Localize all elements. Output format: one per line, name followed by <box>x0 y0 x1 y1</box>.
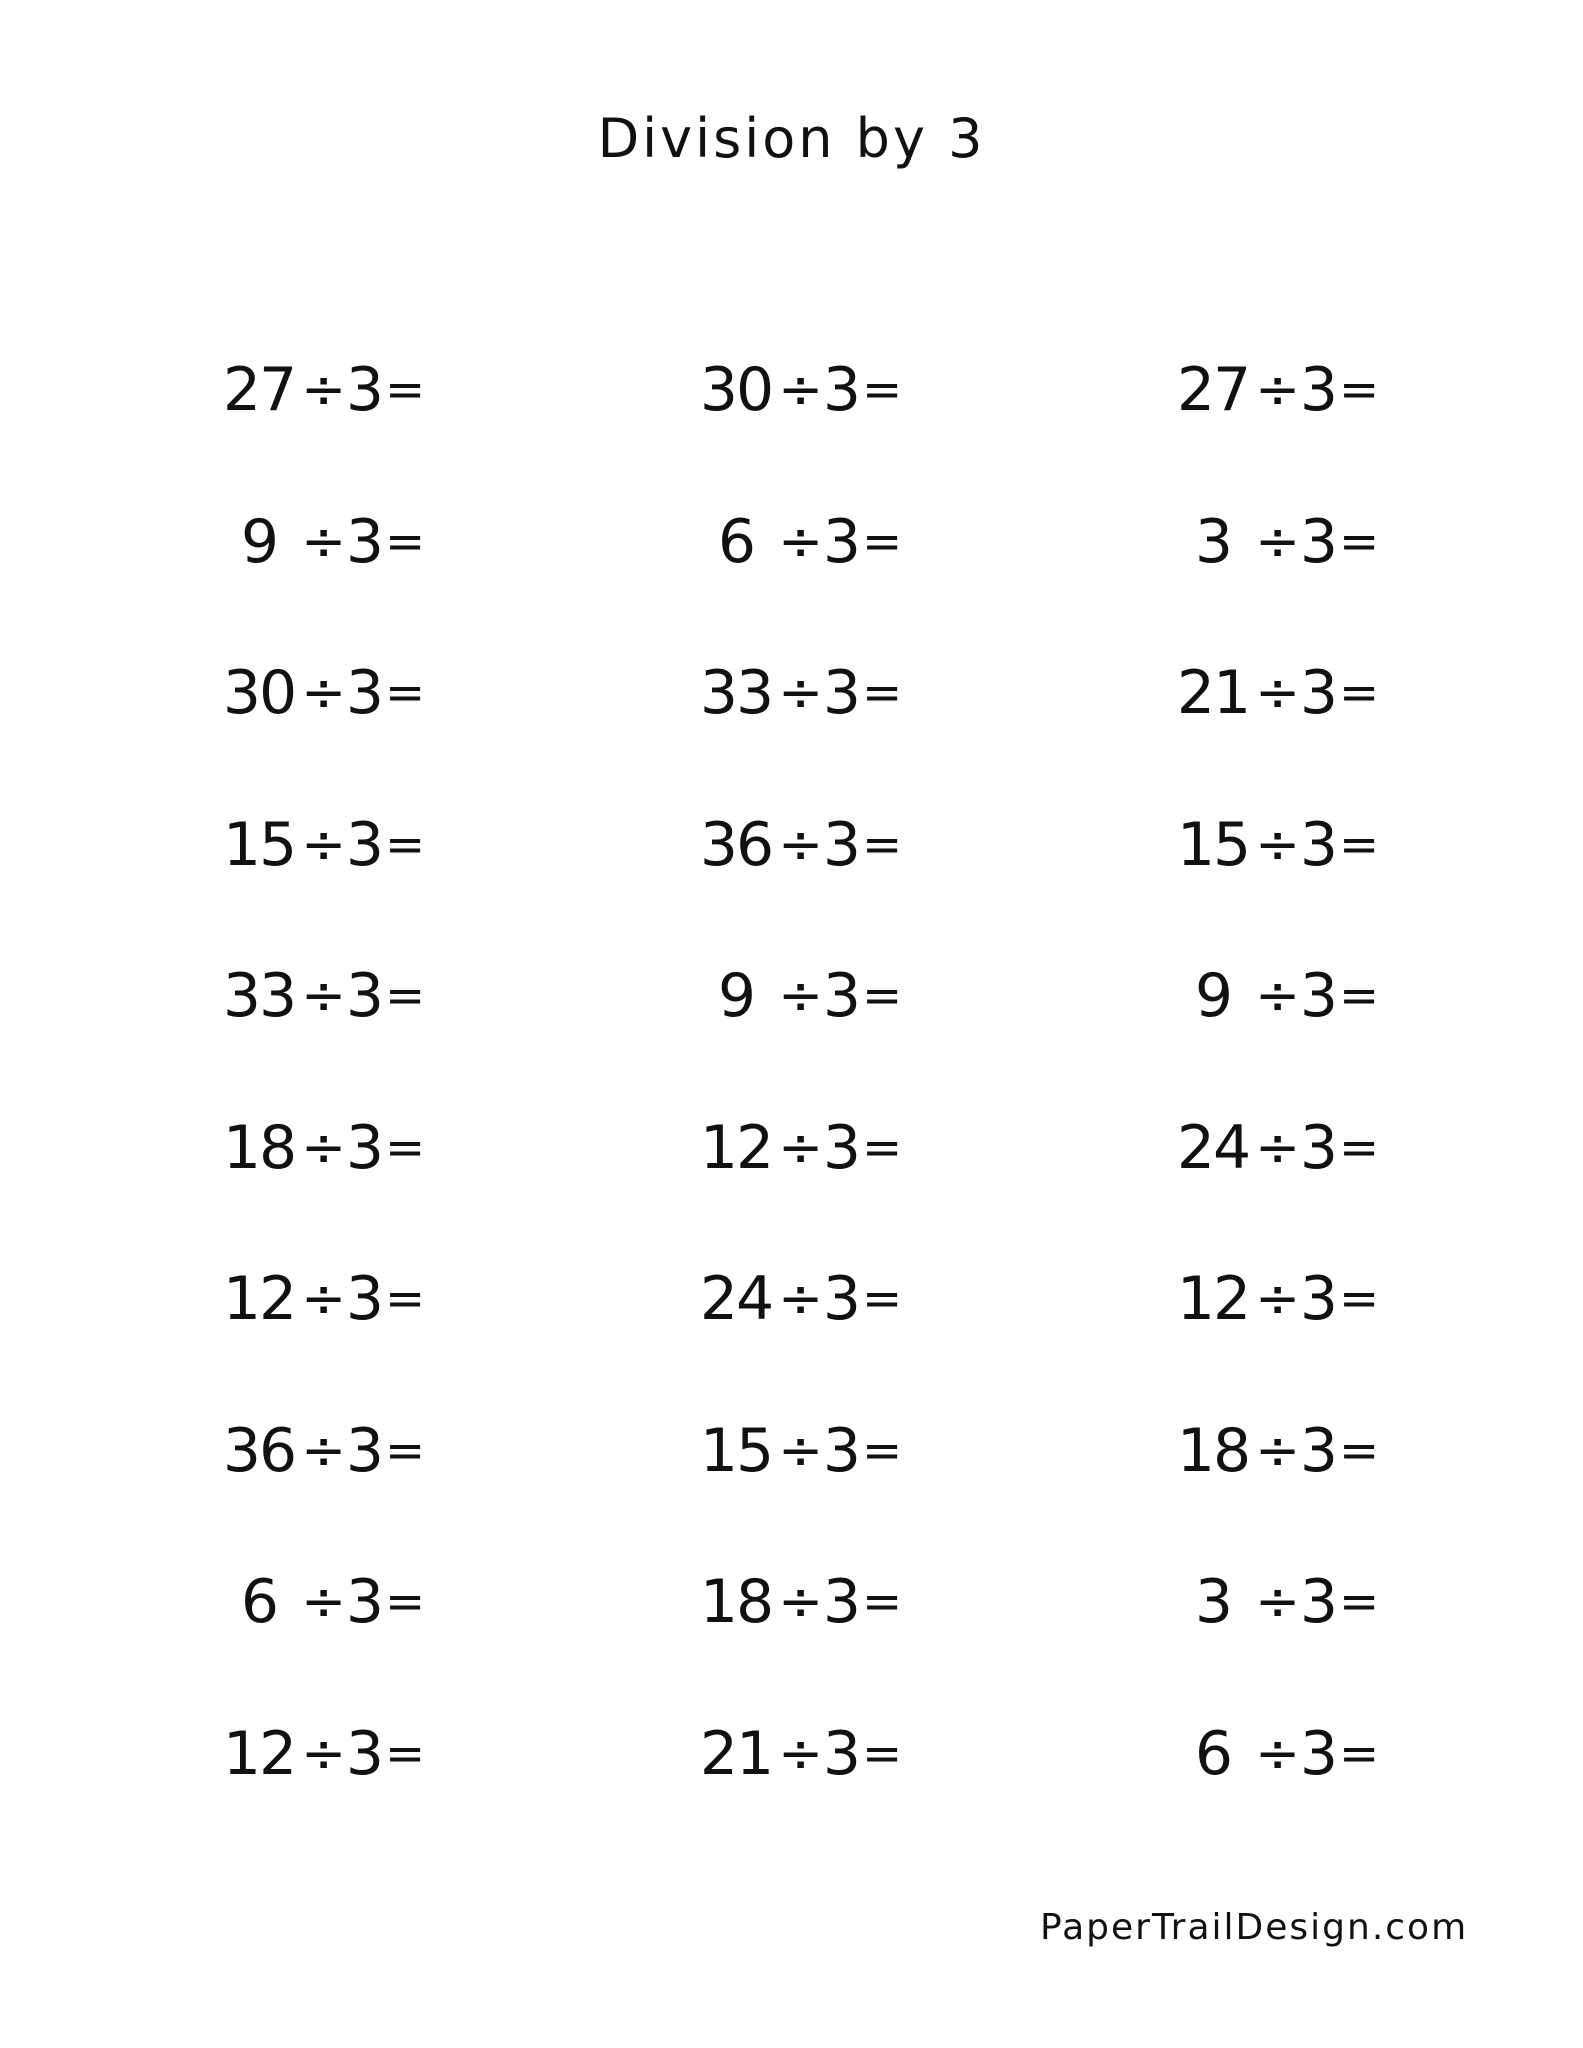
equals-sign-icon: = <box>1339 817 1380 873</box>
divisor: 3 <box>822 658 862 728</box>
equals-sign-icon: = <box>385 1271 426 1327</box>
division-problem <box>1109 1719 1380 1789</box>
equals-sign-icon: = <box>385 1726 426 1782</box>
division-problem <box>1109 507 1380 577</box>
equals-sign-icon: = <box>385 1574 426 1630</box>
divide-sign-icon: ÷ <box>301 1419 347 1482</box>
equals-sign-icon: = <box>385 1423 426 1479</box>
dividend: 30 <box>222 658 296 728</box>
equals-sign-icon: = <box>862 968 903 1024</box>
division-problem <box>632 1567 903 1637</box>
dividend: 12 <box>1176 1264 1250 1334</box>
divisor: 3 <box>345 1264 385 1334</box>
division-problem <box>1109 1113 1380 1183</box>
equals-sign-icon: = <box>1339 1120 1380 1176</box>
divide-sign-icon: ÷ <box>1255 1570 1301 1633</box>
equals-sign-icon: = <box>862 514 903 570</box>
dividend: 33 <box>699 658 773 728</box>
divisor: 3 <box>822 507 862 577</box>
division-problem <box>1109 1567 1380 1637</box>
dividend: 12 <box>699 1113 773 1183</box>
divide-sign-icon: ÷ <box>1255 661 1301 724</box>
dividend: 15 <box>699 1416 773 1486</box>
divisor: 3 <box>345 507 385 577</box>
divide-sign-icon: ÷ <box>301 510 347 573</box>
divide-sign-icon: ÷ <box>1255 1267 1301 1330</box>
divisor: 3 <box>822 1113 862 1183</box>
division-problem <box>1109 658 1380 728</box>
dividend: 12 <box>222 1264 296 1334</box>
division-problem <box>632 1264 903 1334</box>
divisor: 3 <box>1299 1113 1339 1183</box>
dividend: 9 <box>1194 961 1232 1031</box>
dividend: 18 <box>699 1567 773 1637</box>
dividend: 36 <box>222 1416 296 1486</box>
divide-sign-icon: ÷ <box>301 661 347 724</box>
equals-sign-icon: = <box>1339 1271 1380 1327</box>
division-problem <box>632 355 903 425</box>
dividend: 6 <box>240 1567 278 1637</box>
divide-sign-icon: ÷ <box>1255 358 1301 421</box>
equals-sign-icon: = <box>385 514 426 570</box>
worksheet-title: Division by 3 <box>597 107 986 170</box>
division-problem <box>1109 1416 1380 1486</box>
dividend: 24 <box>1176 1113 1250 1183</box>
divide-sign-icon: ÷ <box>778 1570 824 1633</box>
division-problem <box>155 1719 426 1789</box>
equals-sign-icon: = <box>862 1120 903 1176</box>
equals-sign-icon: = <box>1339 1726 1380 1782</box>
divide-sign-icon: ÷ <box>778 964 824 1027</box>
equals-sign-icon: = <box>862 1726 903 1782</box>
dividend: 6 <box>1194 1719 1232 1789</box>
divisor: 3 <box>822 355 862 425</box>
equals-sign-icon: = <box>1339 1574 1380 1630</box>
divisor: 3 <box>1299 355 1339 425</box>
divisor: 3 <box>345 1416 385 1486</box>
division-problem <box>632 1113 903 1183</box>
divide-sign-icon: ÷ <box>778 1419 824 1482</box>
dividend: 9 <box>240 507 278 577</box>
equals-sign-icon: = <box>385 362 426 418</box>
divisor: 3 <box>345 1567 385 1637</box>
divide-sign-icon: ÷ <box>1255 964 1301 1027</box>
divide-sign-icon: ÷ <box>301 1116 347 1179</box>
divide-sign-icon: ÷ <box>301 1722 347 1785</box>
dividend: 15 <box>1176 810 1250 880</box>
divide-sign-icon: ÷ <box>778 661 824 724</box>
divisor: 3 <box>345 961 385 1031</box>
division-problem <box>155 1567 426 1637</box>
equals-sign-icon: = <box>385 968 426 1024</box>
divisor: 3 <box>1299 507 1339 577</box>
divisor: 3 <box>822 961 862 1031</box>
divisor: 3 <box>1299 658 1339 728</box>
equals-sign-icon: = <box>385 817 426 873</box>
division-problem <box>155 658 426 728</box>
divide-sign-icon: ÷ <box>778 813 824 876</box>
dividend: 30 <box>699 355 773 425</box>
divisor: 3 <box>822 810 862 880</box>
dividend: 18 <box>222 1113 296 1183</box>
divisor: 3 <box>1299 1264 1339 1334</box>
divide-sign-icon: ÷ <box>1255 1419 1301 1482</box>
divisor: 3 <box>1299 961 1339 1031</box>
division-problem <box>632 1719 903 1789</box>
division-problem <box>632 507 903 577</box>
divisor: 3 <box>345 1113 385 1183</box>
divisor: 3 <box>345 1719 385 1789</box>
division-problem <box>155 810 426 880</box>
divide-sign-icon: ÷ <box>301 358 347 421</box>
divisor: 3 <box>822 1719 862 1789</box>
equals-sign-icon: = <box>862 665 903 721</box>
divisor: 3 <box>345 355 385 425</box>
dividend: 12 <box>222 1719 296 1789</box>
divide-sign-icon: ÷ <box>1255 813 1301 876</box>
division-problem <box>632 1416 903 1486</box>
dividend: 18 <box>1176 1416 1250 1486</box>
divisor: 3 <box>822 1416 862 1486</box>
divide-sign-icon: ÷ <box>1255 1722 1301 1785</box>
divide-sign-icon: ÷ <box>778 510 824 573</box>
division-problem <box>155 507 426 577</box>
division-problem <box>632 658 903 728</box>
equals-sign-icon: = <box>862 1574 903 1630</box>
division-problem <box>1109 961 1380 1031</box>
equals-sign-icon: = <box>1339 665 1380 721</box>
division-problem <box>155 1113 426 1183</box>
equals-sign-icon: = <box>1339 1423 1380 1479</box>
dividend: 6 <box>717 507 755 577</box>
dividend: 9 <box>717 961 755 1031</box>
dividend: 24 <box>699 1264 773 1334</box>
equals-sign-icon: = <box>1339 968 1380 1024</box>
divide-sign-icon: ÷ <box>1255 1116 1301 1179</box>
footer-brand: PaperTrailDesign.com <box>1040 1907 1469 1948</box>
divisor: 3 <box>345 810 385 880</box>
divisor: 3 <box>1299 810 1339 880</box>
divide-sign-icon: ÷ <box>301 1570 347 1633</box>
divisor: 3 <box>1299 1567 1339 1637</box>
dividend: 27 <box>222 355 296 425</box>
dividend: 3 <box>1194 1567 1232 1637</box>
division-problem <box>155 1264 426 1334</box>
equals-sign-icon: = <box>385 1120 426 1176</box>
equals-sign-icon: = <box>862 1271 903 1327</box>
division-problem <box>155 1416 426 1486</box>
divide-sign-icon: ÷ <box>778 1722 824 1785</box>
dividend: 21 <box>1176 658 1250 728</box>
equals-sign-icon: = <box>862 362 903 418</box>
divide-sign-icon: ÷ <box>778 358 824 421</box>
dividend: 3 <box>1194 507 1232 577</box>
divisor: 3 <box>822 1567 862 1637</box>
equals-sign-icon: = <box>385 665 426 721</box>
dividend: 33 <box>222 961 296 1031</box>
division-problem <box>632 961 903 1031</box>
division-problem <box>632 810 903 880</box>
divisor: 3 <box>1299 1416 1339 1486</box>
dividend: 21 <box>699 1719 773 1789</box>
dividend: 27 <box>1176 355 1250 425</box>
divide-sign-icon: ÷ <box>778 1116 824 1179</box>
division-problem <box>1109 1264 1380 1334</box>
divisor: 3 <box>822 1264 862 1334</box>
equals-sign-icon: = <box>1339 362 1380 418</box>
divisor: 3 <box>345 658 385 728</box>
divide-sign-icon: ÷ <box>301 813 347 876</box>
divide-sign-icon: ÷ <box>1255 510 1301 573</box>
divisor: 3 <box>1299 1719 1339 1789</box>
divide-sign-icon: ÷ <box>301 964 347 1027</box>
divide-sign-icon: ÷ <box>301 1267 347 1330</box>
equals-sign-icon: = <box>862 1423 903 1479</box>
division-problem <box>155 355 426 425</box>
dividend: 15 <box>222 810 296 880</box>
equals-sign-icon: = <box>1339 514 1380 570</box>
divide-sign-icon: ÷ <box>778 1267 824 1330</box>
division-problem <box>1109 810 1380 880</box>
division-problem <box>1109 355 1380 425</box>
division-problem <box>155 961 426 1031</box>
dividend: 36 <box>699 810 773 880</box>
equals-sign-icon: = <box>862 817 903 873</box>
